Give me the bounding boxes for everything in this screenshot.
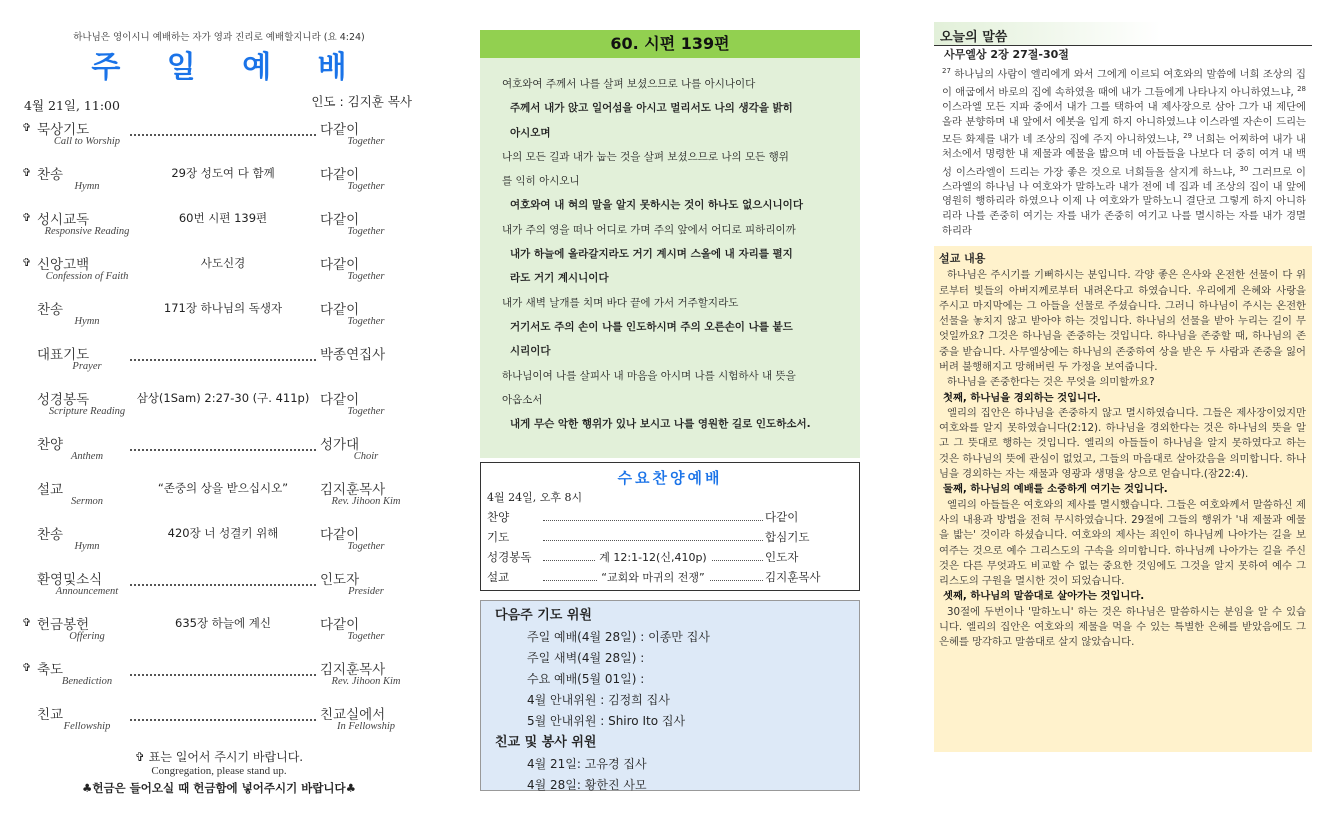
- item-responsible: 김지훈목사: [320, 482, 386, 498]
- item-title-english: Offering: [69, 631, 105, 642]
- item-title: 설교: [37, 482, 64, 498]
- dotted-leader: [130, 662, 316, 676]
- dotted-leader: [130, 122, 316, 136]
- wednesday-row-label: 설교: [487, 570, 510, 584]
- psalm-line: 하나님이여 나를 살피사 내 마음을 아시며 나를 시험하사 내 뜻을: [502, 369, 796, 382]
- dotted-leader: [130, 572, 316, 586]
- responsive-reading-box: [480, 30, 860, 458]
- psalm-line: 여호와여 주께서 나를 살펴 보셨으므로 나를 아시나이다: [502, 78, 756, 90]
- item-title: 성시교독: [37, 212, 90, 228]
- item-title: 신앙고백: [37, 257, 90, 273]
- fellowship-item: 4월 21일: 고유경 집사: [527, 757, 647, 771]
- item-detail: 60번 시편 139편: [176, 211, 270, 225]
- wednesday-row-responsible: 김지훈목사: [765, 570, 821, 584]
- prayer-committee-list: [495, 627, 845, 732]
- psalm-line: 내게 무슨 악한 행위가 있나 보시고 나를 영원한 길로 인도하소서.: [510, 418, 811, 431]
- item-responsible: 다같이: [320, 122, 360, 138]
- item-detail-wrap: [130, 390, 316, 406]
- standing-cross-icon: ✞: [22, 616, 32, 629]
- psalm-line: 거기서도 주의 손이 나를 인도하시며 주의 오른손이 나를 붙드: [510, 320, 793, 333]
- item-responsible-english: In Fellowship: [336, 721, 396, 732]
- item-title-english: Prayer: [72, 361, 102, 372]
- item-responsible-english: Together: [347, 181, 385, 192]
- prayer-committee-item: 주일 새벽(4월 28일) :: [527, 651, 645, 665]
- date-row: [22, 90, 416, 116]
- wednesday-title: 수요찬양예배: [617, 469, 723, 487]
- middle-column: [480, 30, 860, 791]
- item-title-english: Confession of Faith: [45, 271, 129, 282]
- fellowship-item: 4월 28일: 황한진 사모: [527, 778, 647, 792]
- item-title-english: Announcement: [55, 586, 119, 597]
- word-of-day-heading: 오늘의 말씀: [940, 30, 1008, 45]
- standing-cross-icon: ✞: [22, 661, 32, 674]
- sermon-heading: 설교 내용: [939, 252, 986, 266]
- item-title: 찬송: [37, 302, 64, 318]
- wednesday-rows: [487, 507, 853, 587]
- wednesday-row-label: 성경봉독: [487, 550, 532, 564]
- item-responsible-english: Together: [347, 271, 385, 282]
- prayer-committee-item: 5월 안내위원 : Shiro Ito 집사: [527, 714, 686, 728]
- psalm-title: 60. 시편 139편: [480, 30, 860, 58]
- worship-item: [22, 296, 416, 341]
- sermon-paragraph: 엘리의 집안은 하나님을 존중하지 않고 멸시하였습니다. 그들은 제사장이었지만 여호와를 알지 못하였습니다(2:12). 하나님을 경외한다는 것은 하나님의 뜻을 알고 그 뜻대로 행하는 것입니다. 엘리의 아들들이 하나님을 알지 못하였다고 하는 것은 하나님의 뜻에 관심이 없었고, 그들의 마음대로 살아갔음을 의미합니다. 하나님을 경외하는 자는 재물과 영광과 생명을 상으로 얻습니다.(잠22:4).: [939, 406, 1306, 481]
- worship-list: [22, 116, 416, 746]
- psalm-line: 나의 모든 길과 내가 눕는 것을 살펴 보셨으므로 나의 모든 행위: [502, 150, 789, 163]
- item-detail-wrap: [130, 210, 316, 226]
- dotted-leader: [543, 529, 763, 541]
- worship-item: [22, 116, 416, 161]
- item-responsible: 다같이: [320, 617, 360, 633]
- item-detail: “존중의 상을 받으십시오”: [155, 481, 291, 495]
- worship-item: [22, 206, 416, 251]
- wednesday-row: [487, 567, 853, 587]
- sermon-point-heading: 둘째, 하나님의 예배를 소중하게 여기는 것입니다.: [943, 483, 1168, 496]
- right-column: [934, 22, 1312, 752]
- wednesday-row: [487, 507, 853, 527]
- verse-number: 29: [1183, 132, 1193, 141]
- wednesday-row: [487, 527, 853, 547]
- worship-item: [22, 476, 416, 521]
- item-title: 친교: [37, 707, 64, 723]
- item-title-english: Hymn: [74, 316, 100, 327]
- item-responsible: 다같이: [320, 302, 360, 318]
- prayer-committee-item: 4월 안내위원 : 김정희 집사: [527, 693, 670, 707]
- item-title: 찬양: [37, 437, 64, 453]
- wednesday-service-box: [480, 462, 860, 591]
- psalm-line: 라도 거기 계시니이다: [510, 272, 609, 285]
- wednesday-row-responsible: 합심기도: [765, 530, 810, 544]
- item-responsible: 다같이: [320, 392, 360, 408]
- item-title-english: Call to Worship: [53, 136, 121, 147]
- psalm-line: 여호와여 내 혀의 말을 알지 못하시는 것이 하나도 없으시니이다: [510, 199, 803, 212]
- psalm-line: 아옵소서: [502, 393, 543, 406]
- psalm-line: 내가 주의 영을 떠나 어디로 가며 주의 앞에서 어디로 피하리이까: [502, 223, 796, 236]
- standing-cross-icon: ✞: [22, 166, 32, 179]
- item-responsible: 다같이: [320, 527, 360, 543]
- verse-text: 너희는 어찌하여 내가 내 처소에서 명령한 내 제물과 예물을 밟으며 네 아들들을 나보다 더 중히 여겨 내 백성 이스라엘이 드리는 가장 좋은 것으로 너희들을 살지게 하느냐,: [942, 133, 1306, 179]
- psalm-line: 주께서 내가 앉고 일어섬을 아시고 멀리서도 나의 생각을 밝히: [510, 102, 793, 115]
- worship-item: [22, 566, 416, 611]
- worship-item: [22, 521, 416, 566]
- item-responsible: 다같이: [320, 212, 360, 228]
- worship-item: [22, 341, 416, 386]
- worship-item: [22, 701, 416, 746]
- fellowship-list: [495, 754, 845, 796]
- wednesday-row-detail: “교회와 마귀의 전쟁”: [597, 571, 708, 584]
- item-responsible-english: Together: [347, 136, 385, 147]
- wednesday-row: [487, 547, 853, 567]
- item-title: 대표기도: [37, 347, 90, 363]
- verse-number: 28: [1297, 85, 1306, 94]
- item-title-english: Hymn: [74, 541, 100, 552]
- item-title: 헌금봉헌: [37, 617, 90, 633]
- prayer-committee-heading: 다음주 기도 위원: [495, 608, 592, 623]
- item-responsible: 친교실에서: [320, 707, 386, 723]
- item-detail: 420장 너 성결키 위해: [165, 526, 282, 540]
- standing-cross-icon: ✞: [22, 211, 32, 224]
- sermon-paragraph: 하나님을 존중한다는 것은 무엇을 의미할까요?: [947, 376, 1155, 389]
- item-detail: 29장 성도여 다 함께: [168, 166, 277, 180]
- item-responsible-english: Choir: [353, 451, 379, 462]
- verse-number: 30: [1239, 164, 1249, 173]
- item-responsible-english: Together: [347, 406, 385, 417]
- item-title-english: Fellowship: [63, 721, 111, 732]
- standing-cross-icon: ✞: [22, 256, 32, 269]
- wednesday-date: 4월 24일, 오후 8시: [487, 491, 583, 504]
- verse-text: 그러므로 이스라엘의 하나님 나 여호와가 말하노라 내가 전에 네 집과 네 조상의 집이 내 앞에 영원히 행하리라 하였으나 이제 나 여호와가 말하노니 결단코 그렇게 하지 아니하리라 나를 존중히 여기는 자를 내가 존중히 여기고 나를 멸시하는 자를 내가 경멸하리라: [942, 166, 1306, 237]
- standing-note: ✞ 표는 일어서 주시기 바랍니다.: [134, 750, 304, 764]
- sermon-paragraph: 하나님은 주시기를 기뻐하시는 분입니다. 각양 좋은 은사와 온전한 선물이 다 위로부터 빛들의 아버지께로부터 내려온다고 하였습니다. 우리에게 은혜와 사랑을 주시고 마지막에는 그 아들을 선물로 주셨습니다. 그러니 하나님이 주시는 온전한 선물을 놓치지 않고 받아야 하는 것입니다. 하나님의 선물을 받아 누리는 길이 무엇일까요? 그것은 하나님을 존중하는 것입니다. 하나님을 존중할 때, 하나님의 존중을 받습니다. 사무엘상에는 하나님의 존중하여 상을 받은 두 사람과 존중을 잃어버려 불행해지고 망해버린 두 가정을 보여줍니다.: [939, 269, 1306, 373]
- col1-footer: [22, 748, 416, 796]
- offering-note: ♣헌금은 들어오실 때 헌금함에 넣어주시기 바랍니다♣: [82, 781, 356, 795]
- dotted-leader: [543, 509, 763, 521]
- service-leader: 인도 : 김지훈 목사: [311, 94, 412, 109]
- item-title: 묵상기도: [37, 122, 90, 138]
- psalm-line: 내가 새벽 날개를 치며 바다 끝에 가서 거주할지라도: [502, 296, 739, 309]
- item-detail-wrap: [130, 480, 316, 496]
- word-of-day-header: [934, 22, 1312, 46]
- item-detail-wrap: [130, 300, 316, 316]
- item-detail: 635장 하늘에 계신: [172, 616, 274, 630]
- item-title: 찬송: [37, 167, 64, 183]
- prayer-committee-item: 주일 예배(4월 28일) : 이종만 집사: [527, 630, 710, 644]
- item-responsible-english: Together: [347, 631, 385, 642]
- item-title-english: Benediction: [61, 676, 113, 687]
- worship-item: [22, 386, 416, 431]
- item-detail: 삼상(1Sam) 2:27-30 (구. 411p): [134, 391, 313, 405]
- item-title-english: Sermon: [70, 496, 104, 507]
- item-title-english: Scripture Reading: [48, 406, 126, 417]
- worship-item: [22, 656, 416, 701]
- item-responsible: 박종연집사: [320, 347, 386, 363]
- item-title: 환영및소식: [37, 572, 103, 588]
- prayer-committee-box: [480, 600, 860, 791]
- item-detail-wrap: [130, 255, 316, 271]
- sermon-paragraph: 엘리의 아들들은 여호와의 제사를 멸시했습니다. 그들은 여호와께서 말씀하신 제사의 내용과 방법을 전혀 무시하였습니다. 29절에 그들의 행위가 '내 제물과 예물을 밟는' 것이라 하셨습니다. 여호와의 제사는 죄인이 하나님께 나아가는 길을 보여주는 것으로 예수 그리스도의 구속을 의미합니다. 하나님께 나아가는 길을 주신 것은 다른 무엇과도 비교할 수 없는 중요한 것임에도 그것을 알지 못하여 예수 그리스도의 구원을 멸시한 것이 되었습니다.: [939, 498, 1306, 588]
- psalm-line: 내가 하늘에 올라갈지라도 거기 계시며 스올에 내 자리를 펼지: [510, 248, 793, 261]
- worship-item: [22, 431, 416, 476]
- sermon-paragraph: 30절에 두번이나 '말하노니' 하는 것은 하나님은 말씀하시는 분임을 알 수 있습니다. 엘리의 집안은 여호와의 제물을 먹을 수 있는 특별한 은혜를 받았음에도 그 은혜를 망각하고 말씀대로 살지 않았습니다.: [939, 605, 1306, 649]
- item-responsible: 김지훈목사: [320, 662, 386, 678]
- item-title: 성경봉독: [37, 392, 90, 408]
- top-verse: 하나님은 영이시니 예배하는 자가 영과 진리로 예배할지니라 (요 4:24): [73, 32, 365, 43]
- scripture-reference: 사무엘상 2장 27절-30절: [944, 48, 1069, 61]
- wednesday-row-detail: 계 12:1-12(신,410p): [595, 551, 710, 564]
- item-detail: 171장 하나님의 독생자: [161, 301, 285, 315]
- psalm-line: 를 익히 아시오니: [502, 175, 580, 188]
- sermon-body: [939, 268, 1306, 650]
- item-responsible-english: Together: [347, 226, 385, 237]
- dotted-leader: [130, 437, 316, 451]
- item-detail: 사도신경: [198, 256, 248, 270]
- prayer-committee-item: 수요 예배(5월 01일) :: [527, 672, 645, 686]
- item-responsible-english: Rev. Jihoon Kim: [331, 496, 401, 507]
- order-of-worship: [22, 30, 416, 795]
- psalm-body: [480, 58, 860, 436]
- worship-item: [22, 611, 416, 656]
- scripture-text: [934, 64, 1312, 238]
- wednesday-row-detail-wrap: [543, 549, 763, 565]
- fellowship-heading: 친교 및 봉사 위원: [495, 735, 597, 750]
- dotted-leader: [130, 707, 316, 721]
- item-responsible: 성가대: [320, 437, 360, 453]
- item-detail-wrap: [130, 615, 316, 631]
- wednesday-row-detail-wrap: [543, 569, 763, 585]
- item-responsible-english: Together: [347, 541, 385, 552]
- item-responsible-english: Together: [347, 316, 385, 327]
- worship-item: [22, 251, 416, 296]
- wednesday-row-label: 기도: [487, 530, 510, 544]
- service-date: 4월 21일, 11:00: [24, 98, 120, 113]
- item-responsible: 인도자: [320, 572, 360, 588]
- wednesday-row-label: 찬양: [487, 510, 510, 524]
- wednesday-row-responsible: 다같이: [765, 510, 799, 524]
- psalm-line: 아시오며: [510, 126, 551, 139]
- sermon-box: [934, 246, 1312, 752]
- standing-note-english: Congregation, please stand up.: [151, 765, 287, 777]
- item-detail-wrap: [130, 165, 316, 181]
- psalm-line: 시리이다: [510, 345, 551, 358]
- item-responsible: 다같이: [320, 167, 360, 183]
- dotted-leader: [130, 347, 316, 361]
- sermon-point-heading: 첫째, 하나님을 경외하는 것입니다.: [943, 391, 1101, 404]
- wednesday-row-responsible: 인도자: [765, 550, 799, 564]
- verse-text: 이스라엘 모든 지파 중에서 내가 그를 택하여 내 제사장으로 삼아 그가 내 제단에 올라 분향하며 내 앞에서 에봇을 입게 하지 아니하였느냐 이스라엘 자손이 드리는 모든 화제를 내가 네 조상의 집에 주지 아니하였느냐,: [942, 101, 1306, 146]
- verse-number: 27: [942, 67, 951, 75]
- item-detail-wrap: [130, 525, 316, 541]
- standing-cross-icon: ✞: [22, 121, 32, 134]
- item-title-english: Responsive Reading: [44, 226, 130, 237]
- verse-text: 하나님의 사람이 엘리에게 와서 그에게 이르되 여호와의 말씀에 너희 조상의 집이 애굽에서 바로의 집에 속하였을 때에 내가 그들에게 나타나지 아니하였느냐,: [942, 68, 1306, 99]
- worship-item: [22, 161, 416, 206]
- item-responsible-english: Presider: [348, 586, 384, 597]
- item-responsible: 다같이: [320, 257, 360, 273]
- sermon-point-heading: 셋째, 하나님의 말씀대로 살아가는 것입니다.: [943, 590, 1145, 603]
- item-title: 축도: [37, 662, 64, 678]
- item-title-english: Hymn: [74, 181, 100, 192]
- page-title: 주 일 예 배: [91, 50, 365, 85]
- item-title: 찬송: [37, 527, 64, 543]
- item-responsible-english: Rev. Jihoon Kim: [331, 676, 401, 687]
- item-title-english: Anthem: [70, 451, 104, 462]
